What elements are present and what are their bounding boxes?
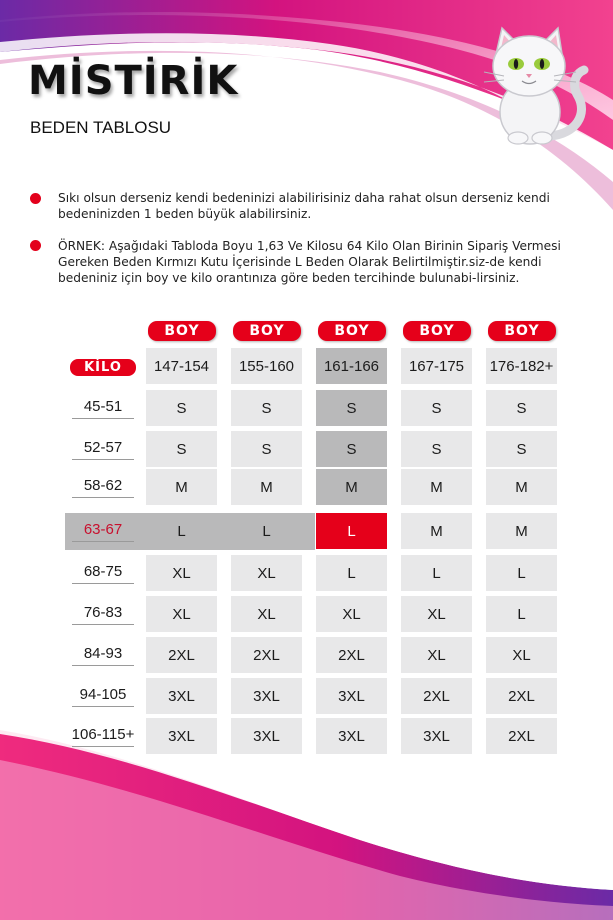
size-cell: XL <box>316 596 387 632</box>
note-example: ÖRNEK: Aşağıdaki Tabloda Boyu 1,63 Ve Kilosu 64 Kilo Olan Birinin Sipariş Vermesi Gereken Beden Kırmızı Kutu İçerisinde L Beden Olarak Belirtilmiştir.siz-de kendi bedeniniz için boy ve kilo orantınıza göre beden tercihinde bulunabi-lirsiniz. <box>58 239 561 285</box>
weight-range-label: 94-105 <box>79 686 127 703</box>
size-cell: 2XL <box>316 637 387 673</box>
size-cell: M <box>316 469 387 505</box>
size-cell: S <box>231 431 302 467</box>
weight-range-label: 58-62 <box>83 477 123 494</box>
height-header-label: BOY <box>488 321 556 341</box>
weight-underline <box>72 624 134 625</box>
size-cell: S <box>146 390 217 426</box>
size-cell: 2XL <box>401 678 472 714</box>
weight-range-label: 84-93 <box>83 645 123 662</box>
note-sizing-advice: Sıkı olsun derseniz kendi bedeninizi alabilirisiniz daha rahat olsun derseniz kendi bedeninizden 1 beden büyük alabilirsiniz. <box>58 191 550 221</box>
size-cell: L <box>231 513 302 549</box>
size-cell: 3XL <box>231 718 302 754</box>
size-cell: XL <box>231 555 302 591</box>
weight-header-label: KİLO <box>70 359 136 376</box>
size-cell: 3XL <box>316 718 387 754</box>
size-cell: S <box>316 431 387 467</box>
height-header-label: BOY <box>318 321 386 341</box>
size-cell: 3XL <box>146 678 217 714</box>
size-cell: 3XL <box>231 678 302 714</box>
size-cell: L <box>486 555 557 591</box>
size-cell: XL <box>401 637 472 673</box>
weight-underline <box>72 706 134 707</box>
size-cell: L <box>401 555 472 591</box>
weight-underline <box>72 583 134 584</box>
height-header-label: BOY <box>148 321 216 341</box>
size-cell: 2XL <box>486 718 557 754</box>
weight-range-label: 106-115+ <box>71 726 135 743</box>
brand-title: MİSTİRİK <box>28 58 239 104</box>
height-header-label: BOY <box>403 321 471 341</box>
size-cell: L <box>146 513 217 549</box>
size-cell: 3XL <box>316 678 387 714</box>
red-dot-icon <box>30 240 41 251</box>
white-cat-icon <box>478 26 590 148</box>
weight-underline <box>72 418 134 419</box>
example-size-cell: L <box>316 513 387 549</box>
height-header-label: BOY <box>233 321 301 341</box>
size-cell: M <box>401 469 472 505</box>
size-cell: XL <box>146 555 217 591</box>
page-subtitle: BEDEN TABLOSU <box>30 118 172 137</box>
size-cell: S <box>146 431 217 467</box>
weight-range-label: 63-67 <box>83 521 123 538</box>
height-range-cell: 147-154 <box>146 348 217 384</box>
size-cell: L <box>486 596 557 632</box>
weight-range-label: 45-51 <box>83 398 123 415</box>
weight-underline <box>72 665 134 666</box>
size-cell: S <box>486 390 557 426</box>
size-cell: M <box>401 513 472 549</box>
size-cell: 2XL <box>231 637 302 673</box>
size-cell: XL <box>486 637 557 673</box>
size-cell: L <box>316 555 387 591</box>
size-cell: M <box>486 513 557 549</box>
size-cell: S <box>401 390 472 426</box>
size-cell: S <box>486 431 557 467</box>
weight-range-label: 76-83 <box>83 604 123 621</box>
height-range-cell: 161-166 <box>316 348 387 384</box>
size-cell: XL <box>231 596 302 632</box>
size-cell: XL <box>146 596 217 632</box>
weight-range-label: 68-75 <box>83 563 123 580</box>
size-cell: 3XL <box>401 718 472 754</box>
size-cell: 2XL <box>146 637 217 673</box>
size-cell: XL <box>401 596 472 632</box>
height-range-cell: 176-182+ <box>486 348 557 384</box>
weight-underline <box>72 459 134 460</box>
size-cell: S <box>316 390 387 426</box>
weight-underline <box>72 541 134 542</box>
size-cell: 3XL <box>146 718 217 754</box>
size-cell: S <box>231 390 302 426</box>
weight-underline <box>72 746 134 747</box>
size-cell: 2XL <box>486 678 557 714</box>
size-cell: M <box>231 469 302 505</box>
size-cell: M <box>146 469 217 505</box>
size-cell: M <box>486 469 557 505</box>
size-cell: S <box>401 431 472 467</box>
red-dot-icon <box>30 193 41 204</box>
height-range-cell: 155-160 <box>231 348 302 384</box>
height-range-cell: 167-175 <box>401 348 472 384</box>
weight-underline <box>72 497 134 498</box>
weight-range-label: 52-57 <box>83 439 123 456</box>
